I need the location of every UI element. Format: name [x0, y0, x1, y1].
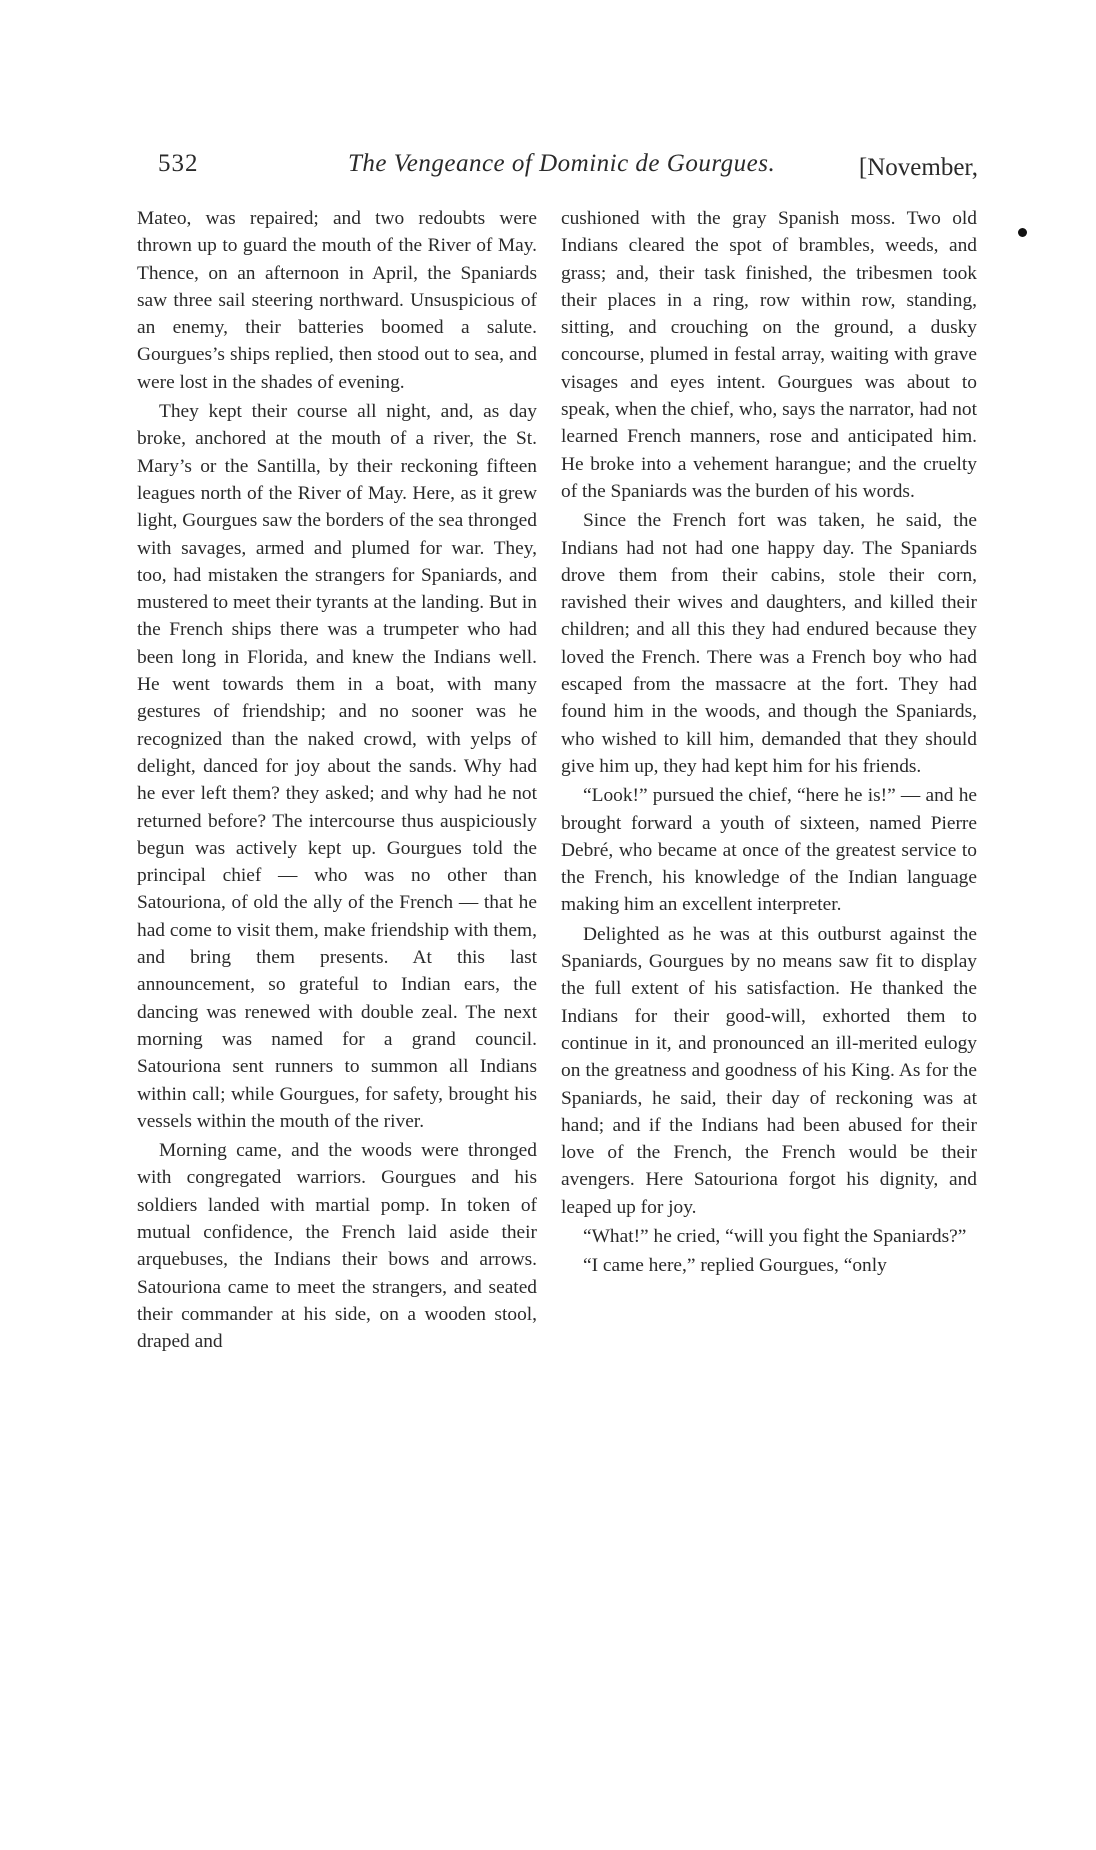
- page-number: 532: [158, 150, 199, 177]
- paragraph: They kept their course all night, and, as day broke, anchored at the mouth of a river, the St. Mary’s or the Santilla, by their reckoning fifteen leagues north of the River of May. Here, as it grew light, Gourgues saw the borders of the sea thronged with savages, armed and plumed for war. They, too, had mistaken the strangers for Spaniards, and mustered to meet their tyrants at the landing. But in the French ships there was a trumpeter who had been long in Florida, and knew the Indians well. He went towards them in a boat, with many gestures of friendship; and no sooner was he recognized than the naked crowd, with yelps of delight, danced for joy about the sands. Why had he ever left them? they asked; and why had he not returned before? The intercourse thus auspiciously begun was actively kept up. Gourgues told the principal chief — who was no other than Satouriona, of old the ally of the French — that he had come to visit them, make friendship with them, and bring them presents. At this last announcement, so grateful to Indian ears, the dancing was renewed with double zeal. The next morning was named for a grand council. Satouriona sent runners to summon all Indians within call; while Gourgues, for safety, brought his vessels within the mouth of the river.: [137, 401, 537, 1132]
- right-column: [561, 205, 977, 1282]
- ink-speck: [1018, 228, 1027, 237]
- paragraph: cushioned with the gray Spanish moss. Two old Indians cleared the spot of brambles, weeds, and grass; and, their task finished, the tribesmen took their places in a ring, row within row, standing, sitting, and crouching on the ground, a dusky concourse, plumed in festal array, waiting with grave visages and eyes intent. Gourgues was about to speak, when the chief, who, says the narrator, had not learned French manners, rose and anticipated him. He broke into a vehement harangue; and the cruelty of the Spaniards was the burden of his words.: [561, 208, 977, 502]
- paragraph: “What!” he cried, “will you fight the Spaniards?”: [583, 1225, 967, 1247]
- left-column: [137, 205, 537, 1357]
- paragraph: Since the French fort was taken, he said, the Indians had not had one happy day. The Spaniards drove them from their cabins, stole their corn, ravished their wives and daughters, and killed their children; and all this they had endured because they loved the French. There was a French boy who had escaped from the massacre at the fort. They had found him in the woods, and though the Spaniards, who wished to kill him, demanded that they should give him up, they had kept him for his friends.: [561, 510, 977, 777]
- running-header: [158, 148, 978, 192]
- paragraph: “I came here,” replied Gourgues, “only: [583, 1255, 887, 1277]
- running-title: The Vengeance of Dominic de Gourgues.: [348, 150, 776, 177]
- running-date: [November,: [858, 154, 978, 181]
- paragraph: “Look!” pursued the chief, “here he is!” — and he brought forward a youth of sixteen, named Pierre Debré, who became at once of the greatest service to the French, his knowledge of the Indian language making him an excellent interpreter.: [561, 785, 977, 916]
- paragraph: Mateo, was repaired; and two redoubts were thrown up to guard the mouth of the River of May. Thence, on an afternoon in April, the Spaniards saw three sail steering northward. Unsuspicious of an enemy, their batteries boomed a salute. Gourgues’s ships replied, then stood out to sea, and were lost in the shades of evening.: [137, 208, 537, 393]
- paragraph: Morning came, and the woods were thronged with congregated warriors. Gourgues and his soldiers landed with martial pomp. In token of mutual confidence, the French laid aside their arquebuses, the Indians their bows and arrows. Satouriona came to meet the strangers, and seated their commander at his side, on a wooden stool, draped and: [137, 1140, 537, 1353]
- paragraph: Delighted as he was at this outburst against the Spaniards, Gourgues by no means saw fit to display the full extent of his satisfaction. He thanked the Indians for their good-will, exhorted them to continue in it, and pronounced an ill-merited eulogy on the greatness and goodness of his King. As for the Spaniards, he said, their day of reckoning was at hand; and if the Indians had been abused for their love of the French, the French would be their avengers. Here Satouriona forgot his dignity, and leaped up for joy.: [561, 923, 977, 1218]
